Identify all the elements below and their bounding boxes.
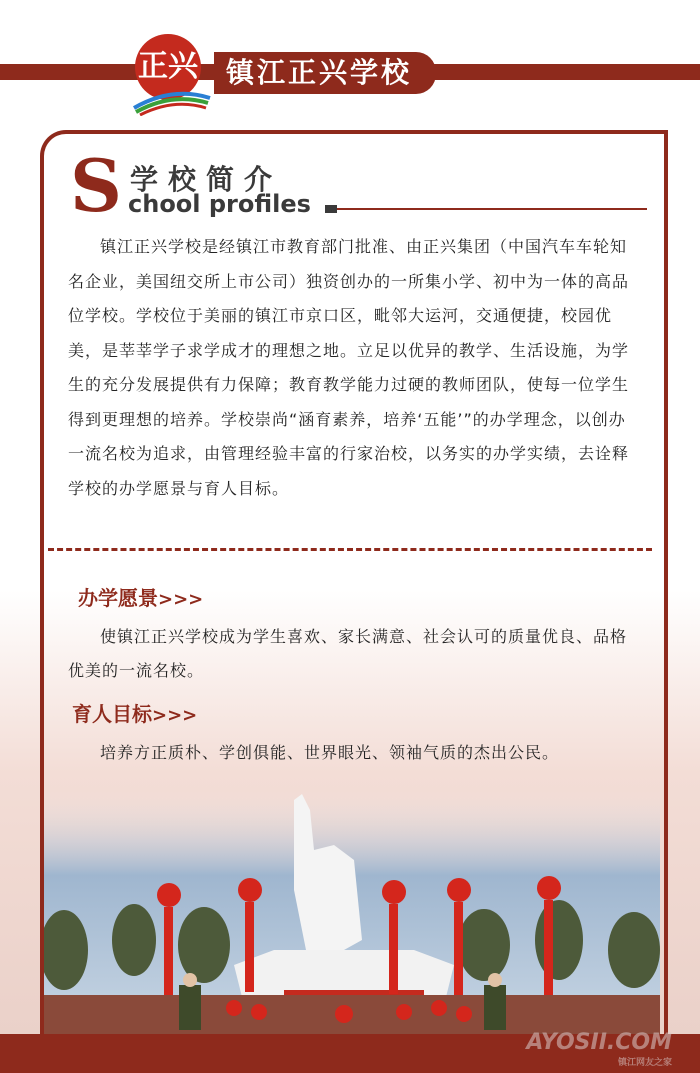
logo-text: 正兴 (138, 49, 198, 84)
goal-arrows: >>> (152, 705, 198, 726)
logo-swoosh-icon (132, 86, 212, 116)
school-name: 镇江正兴学校 (214, 52, 436, 94)
vision-arrows: >>> (158, 589, 204, 610)
watermark (526, 1030, 672, 1068)
vision-text: 使镇江正兴学校成为学生喜欢、家长满意、社会认可的质量优良、品格优美的一流名校。 (68, 627, 628, 680)
dashed-divider (48, 548, 652, 551)
watermark-sub: 镇江网友之家 (617, 1058, 672, 1068)
campus-photo (44, 790, 660, 1034)
vision-title: 办学愿景 (78, 586, 158, 610)
section-subtitle: chool profiles (128, 190, 311, 218)
subtitle-rule (337, 208, 647, 210)
watermark-main: AYOSII.COM (526, 1030, 672, 1055)
intro-paragraph: 镇江正兴学校是经镇江市教育部门批准、由正兴集团（中国汽车车轮知名企业，美国纽交所上市公司）独资创办的一所集小学、初中为一体的高品位学校。学校位于美丽的镇江市京口区，毗邻大运河，交通便捷，校园优美，是莘莘学子求学成才的理想之地。立足以优异的教学、生活设施，为学生的充分发展提供有力保障；教育教学能力过硬的教师团队，使每一位学生得到更理想的培养。学校崇尚“涵育素养，培养‘五能’”的办学理念，以创办一流名校为追求，由管理经验丰富的行家治校，以务实的办学实绩，去诠释学校的办学愿景与育人目标。 (68, 237, 630, 498)
subtitle-bar (325, 205, 337, 213)
section-title: 学校简介 (130, 163, 283, 196)
section-letter: S (70, 143, 122, 228)
goal-title: 育人目标 (72, 702, 152, 726)
goal-text: 培养方正质朴、学创俱能、世界眼光、领袖气质的杰出公民。 (100, 743, 560, 762)
vision-heading (78, 582, 203, 611)
goal-heading (72, 698, 197, 727)
